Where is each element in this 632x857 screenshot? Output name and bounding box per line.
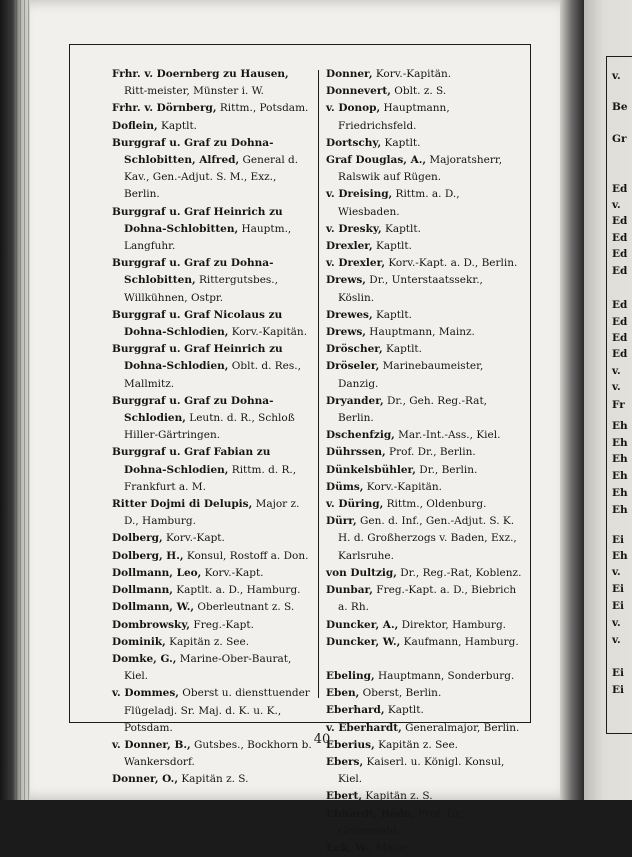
entry-details: Majoratsherr, Ralswik auf Rügen. <box>338 154 503 184</box>
directory-entry <box>326 582 522 616</box>
facing-page-fragment: Be <box>612 101 628 113</box>
entry-name: Düms, <box>326 480 364 493</box>
entry-details: Korv.-Kapitän. <box>231 326 308 339</box>
entry-details: Hauptmann, Sonderburg. <box>377 669 515 682</box>
entry-name: Dolberg, <box>112 532 163 545</box>
entry-name: Donnevert, <box>326 85 391 98</box>
directory-entry <box>326 221 522 238</box>
entry-name: Ebhardt, Bodo, <box>326 807 415 820</box>
directory-entry <box>112 307 315 341</box>
entry-details: Korv.-Kapt. a. D., Berlin. <box>388 257 518 270</box>
facing-page-fragment: Eh <box>612 487 628 499</box>
directory-entry <box>326 685 522 702</box>
facing-page-fragment: v. <box>612 634 621 646</box>
entry-details: Mar.-Int.-Ass., Kiel. <box>398 429 501 442</box>
entry-details: Kaptlt. <box>376 240 412 253</box>
entry-name: Ritter Dojmi di Delupis, <box>112 498 253 511</box>
facing-page-fragment: Eh <box>612 504 628 516</box>
facing-page-fragment: Fr <box>612 399 625 411</box>
directory-entry <box>112 599 315 616</box>
entry-details: Prof. Dr., Grunewald. <box>338 807 466 837</box>
directory-entry <box>326 135 522 152</box>
entry-details: Kaptlt. <box>161 119 198 132</box>
entry-details: Rittm. d. R., Frankfurt a. M. <box>124 463 297 493</box>
entry-details: Oblt. d. Res., Mallmitz. <box>124 360 301 390</box>
entry-name: Eck, W., <box>326 841 373 854</box>
entry-name: Dschenfzig, <box>326 429 395 442</box>
directory-entry <box>326 66 522 83</box>
page-stack-edges <box>8 0 32 800</box>
left-column <box>112 66 315 789</box>
entry-name: Ebers, <box>326 755 364 768</box>
entry-name: v. Donop, <box>326 102 381 115</box>
facing-page-fragment: Ei <box>612 667 624 679</box>
entry-name: v. Düring, <box>326 498 384 511</box>
facing-page-fragment: Ed <box>612 265 628 277</box>
entry-name: Dröseler, <box>326 360 380 373</box>
facing-page-fragment: Ei <box>612 583 624 595</box>
facing-page-fragment: Eh <box>612 470 628 482</box>
facing-page-fragment: Eh <box>612 550 628 562</box>
entry-details: Kaptlt. <box>375 308 412 321</box>
facing-page-fragment: Ed <box>612 232 628 244</box>
entry-details: Gen. d. Inf., Gen.-Adjut. S. K. H. d. Großherzogs v. Baden, Exz., Karlsruhe. <box>338 515 517 562</box>
facing-page-fragment: v. <box>612 365 621 377</box>
directory-entry <box>112 634 315 651</box>
entry-name: Drewes, <box>326 308 373 321</box>
directory-entry <box>326 634 522 651</box>
entry-name: Donner, O., <box>112 773 178 786</box>
directory-entry <box>326 238 522 255</box>
entry-details: Kapitän z. S. <box>365 790 433 803</box>
entry-details: Konsul, Rostoff a. Don. <box>186 549 309 562</box>
directory-entry <box>112 66 315 100</box>
entry-details: Freg.-Kapt. <box>193 618 254 631</box>
entry-name: Donner, <box>326 68 373 80</box>
entry-details: Kaptlt. <box>384 136 421 149</box>
entry-name: Duncker, A., <box>326 618 399 631</box>
facing-page-fragment: Ed <box>612 299 628 311</box>
directory-entry <box>326 479 522 496</box>
entry-name: v. Drexler, <box>326 257 386 270</box>
facing-page-fragment: v. <box>612 199 621 211</box>
entry-details: Kaptlt. a. D., Hamburg. <box>176 584 301 597</box>
entry-name: Ebert, <box>326 790 363 803</box>
directory-entry <box>326 720 522 737</box>
directory-entry <box>112 737 315 771</box>
entry-name: Dollmann, <box>112 584 173 597</box>
entry-name: Burggraf u. Graf Heinrich zu Dohna-Schlobitten, <box>112 205 283 235</box>
facing-page-fragment: Ed <box>612 215 628 227</box>
entry-name: Doflein, <box>112 119 158 132</box>
entry-name: von Dultzig, <box>326 566 397 579</box>
entry-details: Rittm. a. D., Wiesbaden. <box>338 188 460 218</box>
directory-entry <box>326 307 522 324</box>
directory-entry <box>112 771 315 788</box>
entry-name: Dürr, <box>326 515 357 528</box>
facing-page-fragment: Eh <box>612 437 628 449</box>
entry-name: v. Dresky, <box>326 222 382 235</box>
entry-name: Burggraf u. Graf Heinrich zu Dohna-Schlodien, <box>112 343 283 373</box>
entry-details: Oberst u. diensttuender Flügeladj. Sr. Maj. d. K. u. K., Potsdam. <box>124 687 310 734</box>
entry-name: v. Donner, B., <box>112 738 191 751</box>
entry-details: Kaufmann, Hamburg. <box>403 635 519 648</box>
entry-name: Burggraf u. Graf Nicolaus zu Dohna-Schlodien, <box>112 308 283 339</box>
entry-name: Dolberg, H., <box>112 549 184 562</box>
directory-entry <box>326 788 522 805</box>
directory-entry <box>326 462 522 479</box>
entry-details: Korv.-Kapitän. <box>366 480 443 493</box>
entry-name: Frhr. v. Doernberg zu Hausen, <box>112 68 289 80</box>
entry-name: Duncker, W., <box>326 635 401 648</box>
entry-details: Dr., Unterstaatssekr., Köslin. <box>338 274 483 304</box>
entry-details: Ritt-meister, Münster i. W. <box>124 85 264 98</box>
facing-page-fragment: Ed <box>612 332 628 344</box>
directory-entry <box>112 100 315 117</box>
directory-entry <box>326 272 522 306</box>
entry-name: Eberius, <box>326 738 375 751</box>
entry-name: Burggraf u. Graf zu Dohna-Schlobitten, Alfred, <box>112 136 274 167</box>
directory-entry <box>112 393 315 445</box>
directory-entry <box>326 358 522 392</box>
directory-entry <box>112 651 315 685</box>
directory-entry <box>326 737 522 754</box>
entry-details: General d. Kav., Gen.-Adjut. S. M., Exz., Berlin. <box>124 154 299 201</box>
entry-details: Major. <box>375 841 410 854</box>
entry-name: Dryander, <box>326 394 384 407</box>
entry-details: Rittergutsbes., Willkühnen, Ostpr. <box>124 274 278 304</box>
directory-entry <box>326 393 522 427</box>
book-gutter <box>560 0 586 800</box>
directory-entry <box>112 204 315 256</box>
entry-details: Oberleutnant z. S. <box>197 601 295 614</box>
directory-entry <box>112 548 315 565</box>
entry-details: Kaptlt. <box>386 343 422 356</box>
directory-entry <box>112 530 315 547</box>
facing-page-fragment: v. <box>612 381 621 393</box>
facing-page-fragment: Ei <box>612 600 624 612</box>
directory-entry <box>112 444 315 496</box>
directory-entry <box>326 840 522 857</box>
entry-name: Dünkelsbühler, <box>326 463 416 476</box>
facing-page-fragment: Ed <box>612 183 628 195</box>
entry-name: v. Dreising, <box>326 188 393 201</box>
entry-details: Kapitän z. S. <box>181 773 249 786</box>
entry-details: Marine-Ober-Baurat, Kiel. <box>124 652 292 683</box>
directory-entry <box>326 444 522 461</box>
directory-entry <box>112 685 315 737</box>
facing-page-fragment: Ed <box>612 348 628 360</box>
entry-name: Burggraf u. Graf zu Dohna-Schlobitten, <box>112 257 274 287</box>
entry-details: Hauptmann, Mainz. <box>369 326 475 339</box>
entry-name: Burggraf u. Graf Fabian zu Dohna-Schlodien, <box>112 446 271 476</box>
page-number: 40 <box>313 732 331 747</box>
directory-entry <box>326 496 522 513</box>
entry-name: Graf Douglas, A., <box>326 154 427 167</box>
entry-name: Frhr. v. Dörnberg, <box>112 102 217 115</box>
directory-entry <box>326 806 522 840</box>
facing-page-fragment: v. <box>612 617 621 629</box>
entry-details: Korv.-Kapt. <box>166 532 225 545</box>
entry-details: Kaptlt. <box>384 222 421 235</box>
entry-name: Domke, G., <box>112 652 177 665</box>
facing-page-fragment: Eh <box>612 453 628 465</box>
directory-entry <box>112 255 315 307</box>
directory-entry <box>326 565 522 582</box>
directory-entry <box>112 341 315 393</box>
directory-entry <box>326 754 522 788</box>
directory-entry <box>326 255 522 272</box>
entry-name: Drews, <box>326 326 366 339</box>
entry-details: Rittm., Potsdam. <box>219 102 309 115</box>
entry-name: Dollmann, Leo, <box>112 566 202 579</box>
directory-entry <box>326 702 522 719</box>
entry-details: Gutsbes., Bockhorn b. Wankersdorf. <box>124 738 312 769</box>
entry-details: Dr., Berlin. <box>419 463 478 476</box>
entry-details: Direktor, Hamburg. <box>401 618 506 631</box>
facing-page-fragment: Ei <box>612 534 624 546</box>
facing-page-fragment: v. <box>612 70 621 82</box>
directory-entry <box>326 513 522 565</box>
entry-details: Kaiserl. u. Königl. Konsul, Kiel. <box>338 755 505 786</box>
entry-details: Kapitän z. See. <box>169 635 250 648</box>
entry-name: v. Eberhardt, <box>326 721 402 734</box>
entry-name: Ebeling, <box>326 669 375 682</box>
entry-details: Dr., Reg.-Rat, Koblenz. <box>400 566 522 579</box>
entry-details: Major z. D., Hamburg. <box>124 498 300 528</box>
directory-entry <box>326 324 522 341</box>
directory-entry <box>326 668 522 685</box>
directory-entry <box>326 186 522 220</box>
entry-details: Rittm., Oldenburg. <box>386 498 487 511</box>
directory-entry <box>112 565 315 582</box>
facing-page-fragment: Ed <box>612 316 628 328</box>
facing-page-fragment: Ei <box>612 684 624 696</box>
facing-page-fragment: Ed <box>612 248 628 260</box>
entry-name: Dollmann, W., <box>112 601 195 614</box>
column-divider <box>318 70 319 698</box>
facing-page-fragment: v. <box>612 566 621 578</box>
entry-name: v. Dommes, <box>112 687 179 700</box>
directory-entry <box>112 496 315 530</box>
entry-details: Kapitän z. See. <box>378 738 459 751</box>
entry-name: Dunbar, <box>326 584 373 597</box>
entry-details: Generalmajor, Berlin. <box>405 721 520 734</box>
directory-entry <box>112 118 315 135</box>
directory-entry <box>326 100 522 134</box>
entry-details: Kaptlt. <box>387 704 424 717</box>
facing-page-fragment: Gr <box>612 133 627 145</box>
entry-name: Drexler, <box>326 240 373 253</box>
entry-details: Korv.-Kapitän. <box>375 68 452 80</box>
right-column <box>326 66 522 857</box>
directory-entry <box>112 135 315 204</box>
facing-page-frame <box>606 56 632 734</box>
entry-name: Dominik, <box>112 635 166 648</box>
entry-name: Dombrowsky, <box>112 618 191 631</box>
entry-name: Eben, <box>326 687 360 700</box>
entry-details: Oberst, Berlin. <box>362 687 442 700</box>
entry-name: Dührssen, <box>326 446 386 459</box>
entry-name: Burggraf u. Graf zu Dohna-Schlodien, <box>112 394 274 425</box>
entry-name: Dröscher, <box>326 343 383 356</box>
entry-details: Prof. Dr., Berlin. <box>389 446 476 459</box>
entry-details: Korv.-Kapt. <box>204 566 264 579</box>
section-gap <box>326 651 522 668</box>
entry-details: Leutn. d. R., Schloß Hiller-Gärtringen. <box>124 412 295 442</box>
facing-page-fragment: Eh <box>612 420 628 432</box>
directory-entry <box>326 427 522 444</box>
entry-details: Dr., Geh. Reg.-Rat, Berlin. <box>338 394 487 425</box>
entry-name: Eberhard, <box>326 704 385 717</box>
entry-details: Oblt. z. S. <box>394 85 447 98</box>
entry-details: Hauptm., Langfuhr. <box>124 222 292 253</box>
entry-details: Marinebaumeister, Danzig. <box>338 360 484 390</box>
entry-details: Hauptmann, Friedrichsfeld. <box>338 102 450 132</box>
directory-entry <box>112 617 315 634</box>
entry-name: Dortschy, <box>326 136 382 149</box>
entry-name: Drews, <box>326 274 366 287</box>
directory-entry <box>326 152 522 186</box>
entry-details: Freg.-Kapt. a. D., Biebrich a. Rh. <box>338 584 517 614</box>
directory-entry <box>112 582 315 599</box>
directory-entry <box>326 341 522 358</box>
directory-entry <box>326 617 522 634</box>
directory-entry <box>326 83 522 100</box>
